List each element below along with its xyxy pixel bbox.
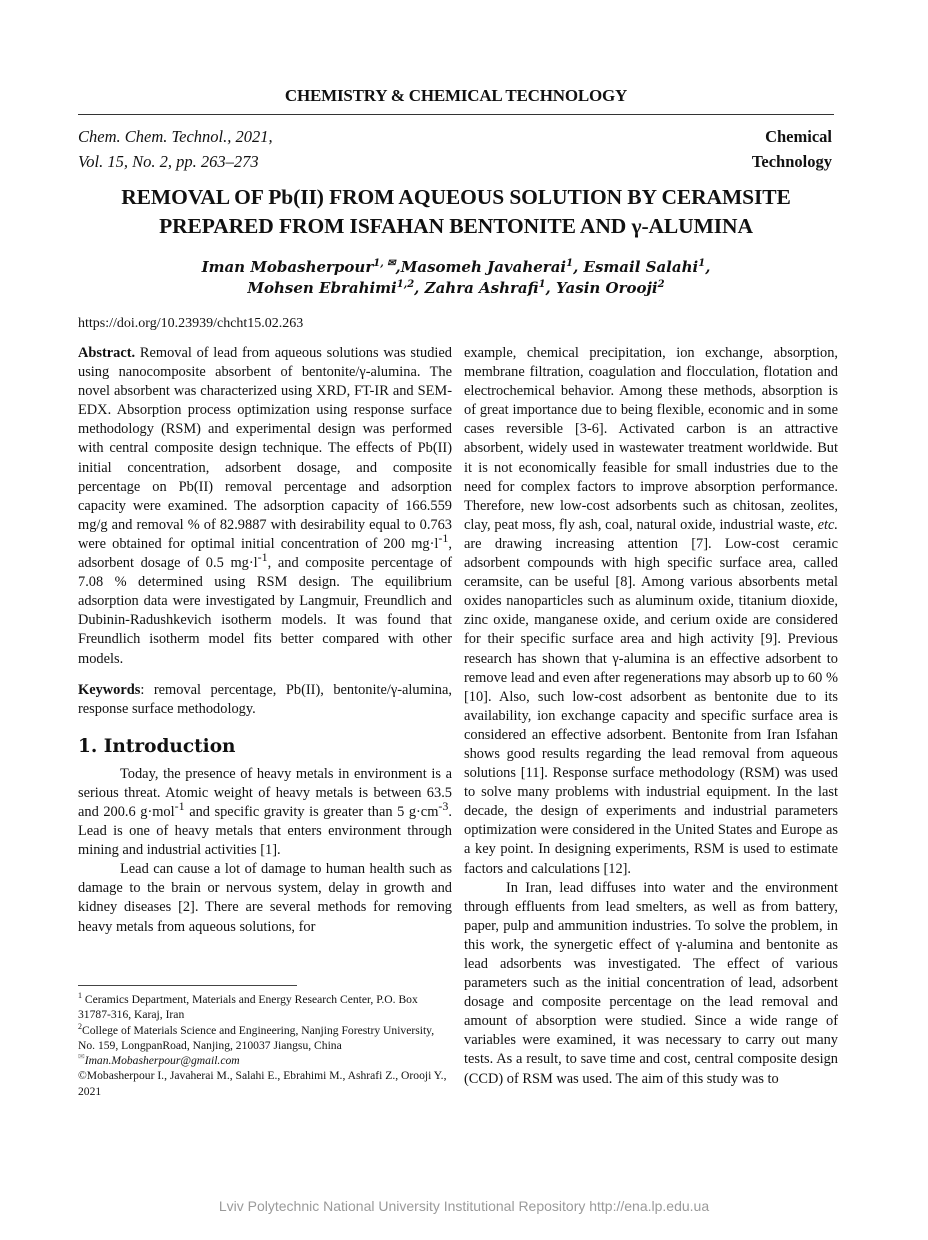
journal-name bbox=[752, 124, 832, 174]
doi-link[interactable]: https://doi.org/10.23939/chcht15.02.263 bbox=[78, 316, 304, 331]
intro-paragraph: In Iran, lead diffuses into water and the environment through effluents from lead smelters, as well as from battery, paper, pulp and ammunition industries. To solve the problem, in this work, the synergetic effect of γ-alumina and bentonite as lead adsorbents was investigated. The effect of various parameters such as the initial concentration of lead, adsorbent dosage and composite percentage on the lead removal and amount of absorption were studied. Since a wide range of variables were examined, it was necessary to carry out many tests. As a result, to save time and cost, central composite design (CCD) of RSM was used. The aim of this study was to bbox=[464, 879, 838, 1087]
journal-name-line-1: Chemical bbox=[765, 127, 832, 146]
author-affiliation: 1, ✉ bbox=[373, 258, 396, 269]
email-link[interactable]: Iman.Mobasherpour@gmail.com bbox=[84, 1054, 240, 1068]
repository-footer: Lviv Polytechnic National University Institutional Repository http://ena.lp.edu.ua bbox=[218, 1198, 710, 1214]
journal-header: CHEMISTRY & CHEMICAL TECHNOLOGY bbox=[284, 86, 628, 105]
author: Zahra Ashrafi bbox=[424, 279, 539, 297]
author-affiliation: 1,2 bbox=[396, 279, 415, 290]
footnote-affiliation-2: $^2$College of Materials Science and Engineering, Nanjing Forestry University, bbox=[78, 1021, 435, 1037]
author-affiliation: 1 bbox=[698, 258, 706, 269]
footnotes bbox=[78, 992, 452, 1099]
footnote-email bbox=[78, 1053, 452, 1068]
intro-paragraph: Today, the presence of heavy metals in environment is a serious threat. Atomic weight of heavy metals is between 63.5 and 200.6 g·mol$^{-1}$ and specific gravity is greater than 5 $g\cdot cm^{-3}$. Lead is one of heavy metals that enters environment through mining and industrial activities [1]. bbox=[78, 765, 452, 859]
author: Masomeh Javaherai bbox=[400, 258, 567, 276]
abstract: Abstract. Removal of lead from aqueous solutions was studied using nanocomposite absorbent of bentonite/γ-alumina. The novel absorbent was characterized using XRD, FT-IR and SEM-EDX. Absorption process optimization using response surface methodology (RSM) and experimental design was performed with central composite design technique. The effects of Pb(II) initial concentration, adsorbent dosage, and composite percentage on Pb(II) removal percentage and adsorption capacity were examined. The adsorption capacity of 166.559 mg/g and removal % of 82.9887 with desirability equal to 0.763 were obtained for optimal initial concentration of 200 $mg\cdot l^{-1}$, adsorbent dosage of 0.5 $mg\cdot l^{-1}$, and composite percentage of 7.08 % determined using RSM design. The equilibrium adsorption data were investigated by Langmuir, Freundlich and Dubinin-Radushkevich isotherm models. It was found that Freundlich isotherm model fits better compared with other models. bbox=[78, 345, 453, 667]
journal-name-line-2: Technology bbox=[751, 152, 832, 171]
title-line-1: REMOVAL OF Pb(II) FROM AQUEOUS SOLUTION BY CERAMSITE bbox=[121, 185, 791, 209]
abstract-label: Abstract. bbox=[78, 345, 136, 361]
author: Iman Mobasherpour bbox=[201, 258, 374, 276]
header-divider bbox=[78, 114, 834, 115]
author-affiliation: 2 bbox=[657, 279, 665, 290]
keywords: Keywords: removal percentage, Pb(II), bentonite/γ-alumina, response surface methodology. bbox=[78, 681, 452, 717]
author-affiliation: 1 bbox=[566, 258, 574, 269]
citation-line-2: Vol. 15, No. 2, pp. 263–273 bbox=[78, 152, 259, 171]
intro-paragraph: example, chemical precipitation, ion exchange, absorption, membrane filtration, coagulation and flocculation, flotation and electrochemical behavior. Among these methods, absorption is of great importance due to being flexible, economic and in some cases reversible [3-6]. Activated carbon is an attractive absorbent, widely used in wastewater treatment worldwide. But it is not economically feasible for small industries due to the need for complex factors to improve absorption performance. Therefore, new low-cost adsorbents such as chitosan, zeolites, clay, peat moss, fly ash, coal, natural oxide, industrial waste, etc. are drawing increasing attention [7]. Low-cost ceramic adsorbent compounds with high specific surface area, called ceramsite, can be useful [8]. Among various absorbents metal oxides nanoparticles such as aluminum oxide, titanium dioxide, zinc oxide, manganese oxide, and cerium oxide are considered for their specific surface area and high activity [9]. Previous research has shown that γ-alumina is an effective adsorbent to remove lead and even after regenerations may absorb up to 60 % [10]. Also, such low-cost adsorbent as bentonite due to its availability, ion exchange capacity and specific surface area is considered an effective adsorbent. Bentonite from Iran Isfahan shows good results regarding the lead removal from aqueous solutions [11]. Response surface methodology (RSM) was used to solve many problems with industrial equipment. In the last decade, the design of experiments and industrial parameters optimization were considered in the United States and Europe as a key point. In designing experiments, RSM is used to estimate factors and calculations [12]. bbox=[464, 345, 838, 877]
left-column bbox=[78, 344, 452, 937]
author-list: Iman Mobasherpour$^{1, ✉}$,Masomeh Javaherai$^1$, Esmail Salahi$^1$, Mohsen Ebrahimi$^{1,2}$, Zahra Ashrafi$^1$, Yasin Orooji$^2$ bbox=[201, 258, 711, 297]
citation-line-1: Chem. Chem. Technol., 2021, bbox=[78, 127, 273, 146]
title-line-2: PREPARED FROM ISFAHAN BENTONITE AND γ-ALUMINA bbox=[159, 214, 753, 238]
author: Yasin Orooji bbox=[555, 279, 658, 297]
right-column bbox=[464, 344, 838, 1089]
footnote-affiliation-1: $^1$ Ceramics Department, Materials and Energy Research Center, P.O. Box 31787-316, Karaj, Iran bbox=[78, 991, 418, 1022]
section-heading-introduction: 1. Introduction bbox=[78, 735, 236, 757]
article-title bbox=[78, 183, 834, 241]
citation-info bbox=[78, 124, 273, 174]
author-affiliation: 1 bbox=[538, 279, 546, 290]
author: Mohsen Ebrahimi bbox=[247, 279, 397, 297]
intro-paragraph: Lead can cause a lot of damage to human health such as damage to the brain or nervous system, delay in growth and kidney diseases [2]. There are several methods for removing heavy metals from aqueous solutions, for bbox=[78, 861, 452, 935]
keywords-label: Keywords bbox=[78, 681, 141, 698]
footnote-divider bbox=[78, 985, 297, 986]
footnote-address: No. 159, LongpanRoad, Nanjing, 210037 Jiangsu, China bbox=[78, 1038, 342, 1052]
author: Esmail Salahi bbox=[583, 258, 699, 276]
envelope-icon: ✉ bbox=[78, 1052, 85, 1062]
footnote-copyright: ©Mobasherpour I., Javaherai M., Salahi E., Ebrahimi M., Ashrafi Z., Orooji Y., 2021 bbox=[78, 1069, 447, 1098]
